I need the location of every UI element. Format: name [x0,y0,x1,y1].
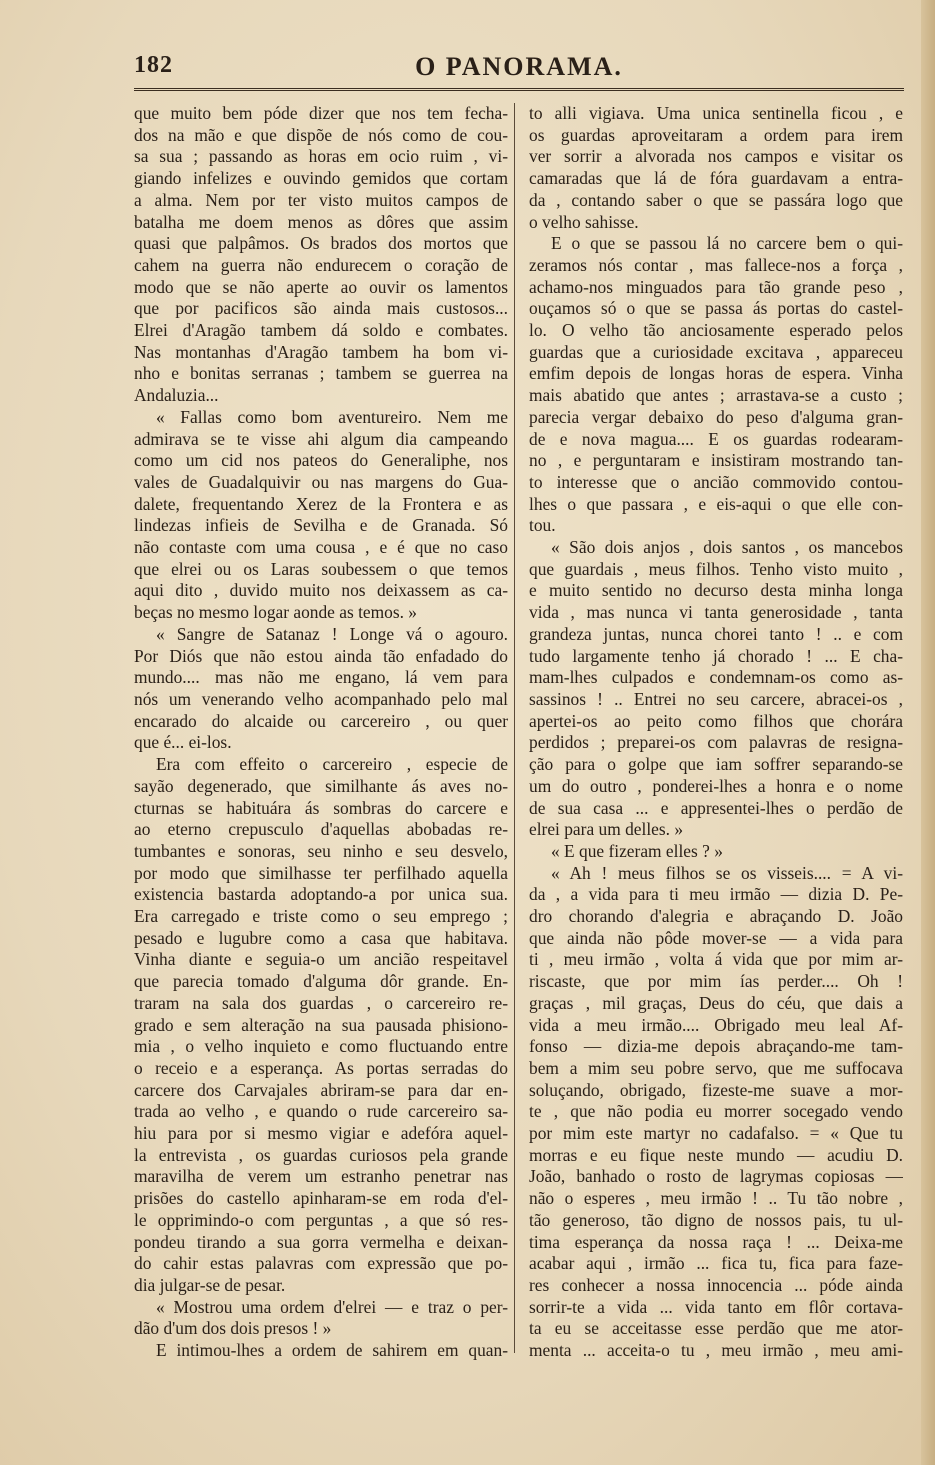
text-line: como um cid nos pateos do Generaliphe, nos [134,450,508,471]
text-line: la entrevista , os guardas curiosos pela grande [134,1144,508,1165]
text-line: tumbantes e sonoras, seu ninho e seu desvelo, [134,840,508,861]
text-line: aqui dito , duvido muito nos deixassem as ca- [134,580,508,601]
text-line: lo. O velho tão anciosamente esperado pelos [529,320,903,341]
text-line: existencia bastarda adoptando-a por unica sua. [134,884,508,905]
text-line: res conhecer a nossa innocencia ... póde ainda [529,1274,903,1295]
text-line: elrei para um delles. » [529,819,684,840]
text-line: « Ah ! meus filhos se os visseis.... = A vi- [551,862,903,883]
text-line: que por pacificos são ainda mais custosos... [134,298,508,319]
page-edge [921,0,935,1465]
text-line: vida a meu irmão.... Obrigado meu leal Af- [529,1014,903,1035]
text-line: não contaste com uma cousa , e é que no caso [134,537,508,558]
text-line: dalete, frequentando Xerez de la Frontera e as [134,493,508,514]
text-line: ti , meu irmão , volta á vida que por mim ar- [529,949,903,970]
text-line: Andaluzia... [134,385,219,406]
page-number: 182 [134,52,173,78]
text-line: giando infelizes e ouvindo gemidos que cortam [134,168,508,189]
text-line: « Mostrou uma ordem d'elrei — e traz o per- [156,1296,508,1317]
text-line: achamo-nos minguados para tão grande peso , [529,276,903,297]
text-line: vida , mas nunca vi tanta generosidade , tanta [529,602,903,623]
text-line: lhes o que passara , e eis-aqui o que elle con- [529,493,903,514]
text-line: que guardais , meus filhos. Tenho visto muito , [529,558,903,579]
text-line: tima esperança da nossa raça ! ... Deixa-me [529,1231,903,1252]
text-line: de e nova magua.... E os guardas rodearam- [529,428,903,449]
text-line: admirava se te visse ahi algum dia campeando [134,428,508,449]
text-line: lindezas infieis de Sevilha e de Granada. Só [134,515,508,536]
text-line: mia , o velho inquieto e como fluctuando entre [134,1036,508,1057]
text-line: Por Diós que não estou ainda tão enfadado do [134,645,508,666]
text-line: « Sangre de Satanaz ! Longe vá o agouro. [156,623,508,644]
text-line: João, banhado o rosto de lagrymas copiosas — [529,1166,903,1187]
column-divider [514,103,515,1353]
text-line: grandeza juntas, nunca chorei tanto ! .. e com [529,623,903,644]
text-line: tudo largamente tenho já chorado ! ... E cha- [529,645,903,666]
text-line: trada ao velho , e quando o rude carcereiro sa- [134,1101,508,1122]
text-line: Nas montanhas d'Aragão tambem ha bom vi- [134,341,508,362]
text-line: que ainda não pôde mover-se — a vida para [529,927,903,948]
text-line: nho e bonitas serranas ; tambem se guerrea na [134,363,508,384]
text-line: vales de Guadalquivir ou nas margens do Gua- [134,471,508,492]
text-line: pondeu tirando a sua gorra vermelha e deixan- [134,1231,508,1252]
journal-title: O PANORAMA. [415,52,623,81]
text-line: os guardas aproveitaram a ordem para irem [529,124,903,145]
text-line: emfim depois de longas horas de espera. Vinha [529,363,903,384]
text-line: dro chorando d'alegria e abraçando D. João [529,906,903,927]
text-line: pesado e lugubre como a casa que habitava. [134,927,508,948]
text-line: riscaste, que por mim ías perder.... Oh ! [529,971,903,992]
text-line: mundo.... mas não me engano, lá vem para [134,667,508,688]
text-line: acabar aqui , irmão ... fica tu, fica para faze- [529,1253,903,1274]
text-line: ouçamos só o que se passa ás portas do castel- [529,298,903,319]
text-line: « Fallas como bom aventureiro. Nem me [156,406,508,427]
text-line: modo que se não aperte ao ouvir os lamentos [134,276,508,297]
text-line: da , contando saber o que se passára logo que [529,189,903,210]
text-line: o receio e a esperança. As portas serradas do [134,1057,508,1078]
text-line: Era com effeito o carcereiro , especie de [156,754,508,775]
text-line: Era carregado e triste como o seu emprego ; [134,906,508,927]
text-line: parecia vergar debaixo do peso d'alguma gran- [529,406,903,427]
text-line: carcere dos Carvajales abriram-se para dar en- [134,1079,508,1100]
text-line: bem a mim seu pobre servo, que me suffocava [529,1057,903,1078]
text-line: tão generoso, tão digno de nossos pais, tu ul- [529,1209,903,1230]
left-column [134,103,508,1362]
text-line: guardas que a curiosidade excitava , appareceu [529,341,903,362]
text-line: da , a vida para ti meu irmão — dizia D. Pe- [529,884,903,905]
text-line: camaradas que lá de fóra guardavam a entra- [529,168,903,189]
text-line: te , que não podia eu morrer socegado vendo [529,1101,903,1122]
text-line: soluçando, obrigado, fizeste-me suave a mor- [529,1079,903,1100]
text-line: prisões do castello apinharam-se em roda d'el- [134,1188,508,1209]
text-line: E intimou-lhes a ordem de sahirem em quan- [156,1340,508,1361]
text-line: to interesse que o ancião commovido contou- [529,471,903,492]
text-line: sassinos ! .. Entrei no seu carcere, abracei-os , [529,688,903,709]
header-rule [134,88,904,91]
text-line: traram na sala dos guardas , o carcereiro re- [134,992,508,1013]
text-line: por modo que similhasse ter perfilhado aquella [134,862,508,883]
text-line: e muito sentido no decurso desta minha longa [529,580,903,601]
text-line: de sua casa ... e appresentei-lhes o perdão de [529,797,903,818]
text-line: quasi que palpâmos. Os brados dos mortos que [134,233,508,254]
text-line: le opprimindo-o com perguntas , a que só res- [134,1209,508,1230]
text-line: o velho sahisse. [529,211,639,232]
text-line: E o que se passou lá no carcere bem o qui- [551,233,903,254]
text-line: batalha me doem menos as dôres que assim [134,211,508,232]
text-line: Vinha diante e seguia-o um ancião respeitavel [134,949,508,970]
text-line: sa sua ; passando as horas em ocio ruim , vi- [134,146,508,167]
text-line: um do outro , ponderei-lhes a honra e o nome [529,775,903,796]
text-line: ao eterno crepusculo d'aquellas abobadas re- [134,819,508,840]
text-line: sayão degenerado, que similhante ás aves no- [134,775,508,796]
page-header [134,52,904,86]
text-line: fonso — dizia-me depois abraçando-me tam- [529,1036,903,1057]
text-line: mais abatido que antes ; arrastava-se a custo ; [529,385,903,406]
text-line: que elrei ou os Laras soubessem o que temos [134,558,508,579]
text-line: maravilha de verem um estranho penetrar nas [134,1166,508,1187]
text-line: dão d'um dos dois presos ! » [134,1318,332,1339]
text-line: ta eu se acceitasse esse perdão que me ator- [529,1318,903,1339]
text-line: encarado do alcaide ou carcereiro , ou quer [134,710,508,731]
text-line: sorrir-te a vida ... vida tanto em flôr cortava- [529,1296,903,1317]
text-line: que é... ei-los. [134,732,232,753]
text-line: Elrei d'Aragão tambem dá soldo e combates. [134,320,508,341]
text-line: que muito bem póde dizer que nos tem fecha- [134,103,508,123]
text-line: nós um venerando velho acompanhado pelo mal [134,688,508,709]
text-line: grado e sem alteração na sua pausada phisiono- [134,1014,508,1035]
text-line: do cahir estas palavras com expressão que po- [134,1253,508,1274]
text-line: dia julgar-se de pesar. [134,1274,286,1295]
text-line: perdidos ; preparei-os com palavras de resigna- [529,732,903,753]
text-line: zeramos nós contar , mas fallece-nos a força , [529,254,903,275]
text-line: a alma. Nem por ter visto muitos campos de [134,189,508,210]
right-column [529,103,903,1362]
text-line: « São dois anjos , dois santos , os mancebos [551,537,903,558]
text-line: cahem na guerra não endurecem o coração de [134,254,508,275]
text-line: mam-lhes culpados e condemnam-os como as- [529,667,903,688]
text-line: graças , mil graças, Deus do céu, que dais a [529,992,903,1013]
text-line: apertei-os ao peito como filhos que chorára [529,710,903,731]
text-line: cturnas se habituára ás sombras do carcere e [134,797,508,818]
text-line: por mim este martyr no cadafalso. = « Que tu [529,1123,903,1144]
text-line: não o esperes , meu irmão ! .. Tu tão nobre , [529,1188,903,1209]
text-line: tou. [529,515,556,536]
text-line: menta ... acceita-o tu , meu irmão , meu ami- [529,1340,903,1361]
text-line: « E que fizeram elles ? » [551,840,723,861]
text-line: ção para o golpe que iam soffrer separando-se [529,754,903,775]
text-line: que parecia tomado d'alguma dôr grande. En- [134,971,508,992]
text-line: beças no mesmo logar aonde as temos. » [134,602,418,623]
text-line: dos na mão e que dispõe de nós como de cou- [134,124,508,145]
text-line: to alli vigiava. Uma unica sentinella ficou , e [529,103,903,123]
text-line: no , e perguntaram e insistiram mostrando tan- [529,450,903,471]
text-line: hiu para por si mesmo vigiar e adefóra aquel- [134,1123,508,1144]
text-line: morras e eu fique neste mundo — acudiu D. [529,1144,903,1165]
text-line: ver sorrir a alvorada nos campos e visitar os [529,146,903,167]
